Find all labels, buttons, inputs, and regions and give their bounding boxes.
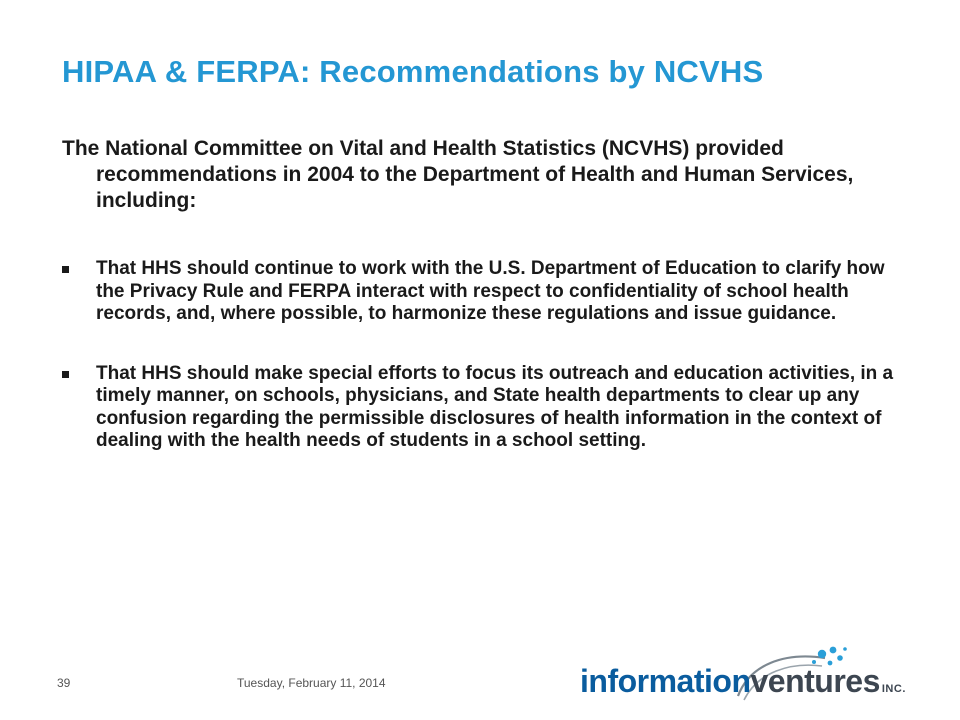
square-bullet-icon (62, 371, 69, 378)
footer-date: Tuesday, February 11, 2014 (237, 676, 386, 690)
recommendation-list (62, 258, 907, 490)
logo-word-information: information (580, 663, 751, 699)
logo-word-ventures: ventures (750, 663, 880, 699)
slide-title: HIPAA & FERPA: Recommendations by NCVHS (62, 54, 764, 89)
company-logo (580, 644, 930, 704)
intro-paragraph: The National Committee on Vital and Health Statistics (NCVHS) provided recommendations in 2004 to the Department of Health and Human Services, including: (62, 137, 854, 212)
list-item-text: That HHS should continue to work with the U.S. Department of Education to clarify how the Privacy Rule and FERPA interact with respect to confidentiality of school health records, and, where possible, to harmonize these regulations and issue guidance. (96, 258, 885, 324)
logo-wordmark (580, 662, 906, 708)
list-item-text: That HHS should make special efforts to focus its outreach and education activities, in a timely manner, on schools, physicians, and State health departments to clear up any confusion regarding the permissible disclosures of health information in the context of dealing with the health needs of students in a school setting. (96, 362, 894, 451)
page-number: 39 (57, 676, 71, 690)
list-item (62, 363, 907, 453)
list-item (62, 258, 907, 326)
square-bullet-icon (62, 266, 69, 273)
logo-suffix: INC. (881, 683, 906, 695)
